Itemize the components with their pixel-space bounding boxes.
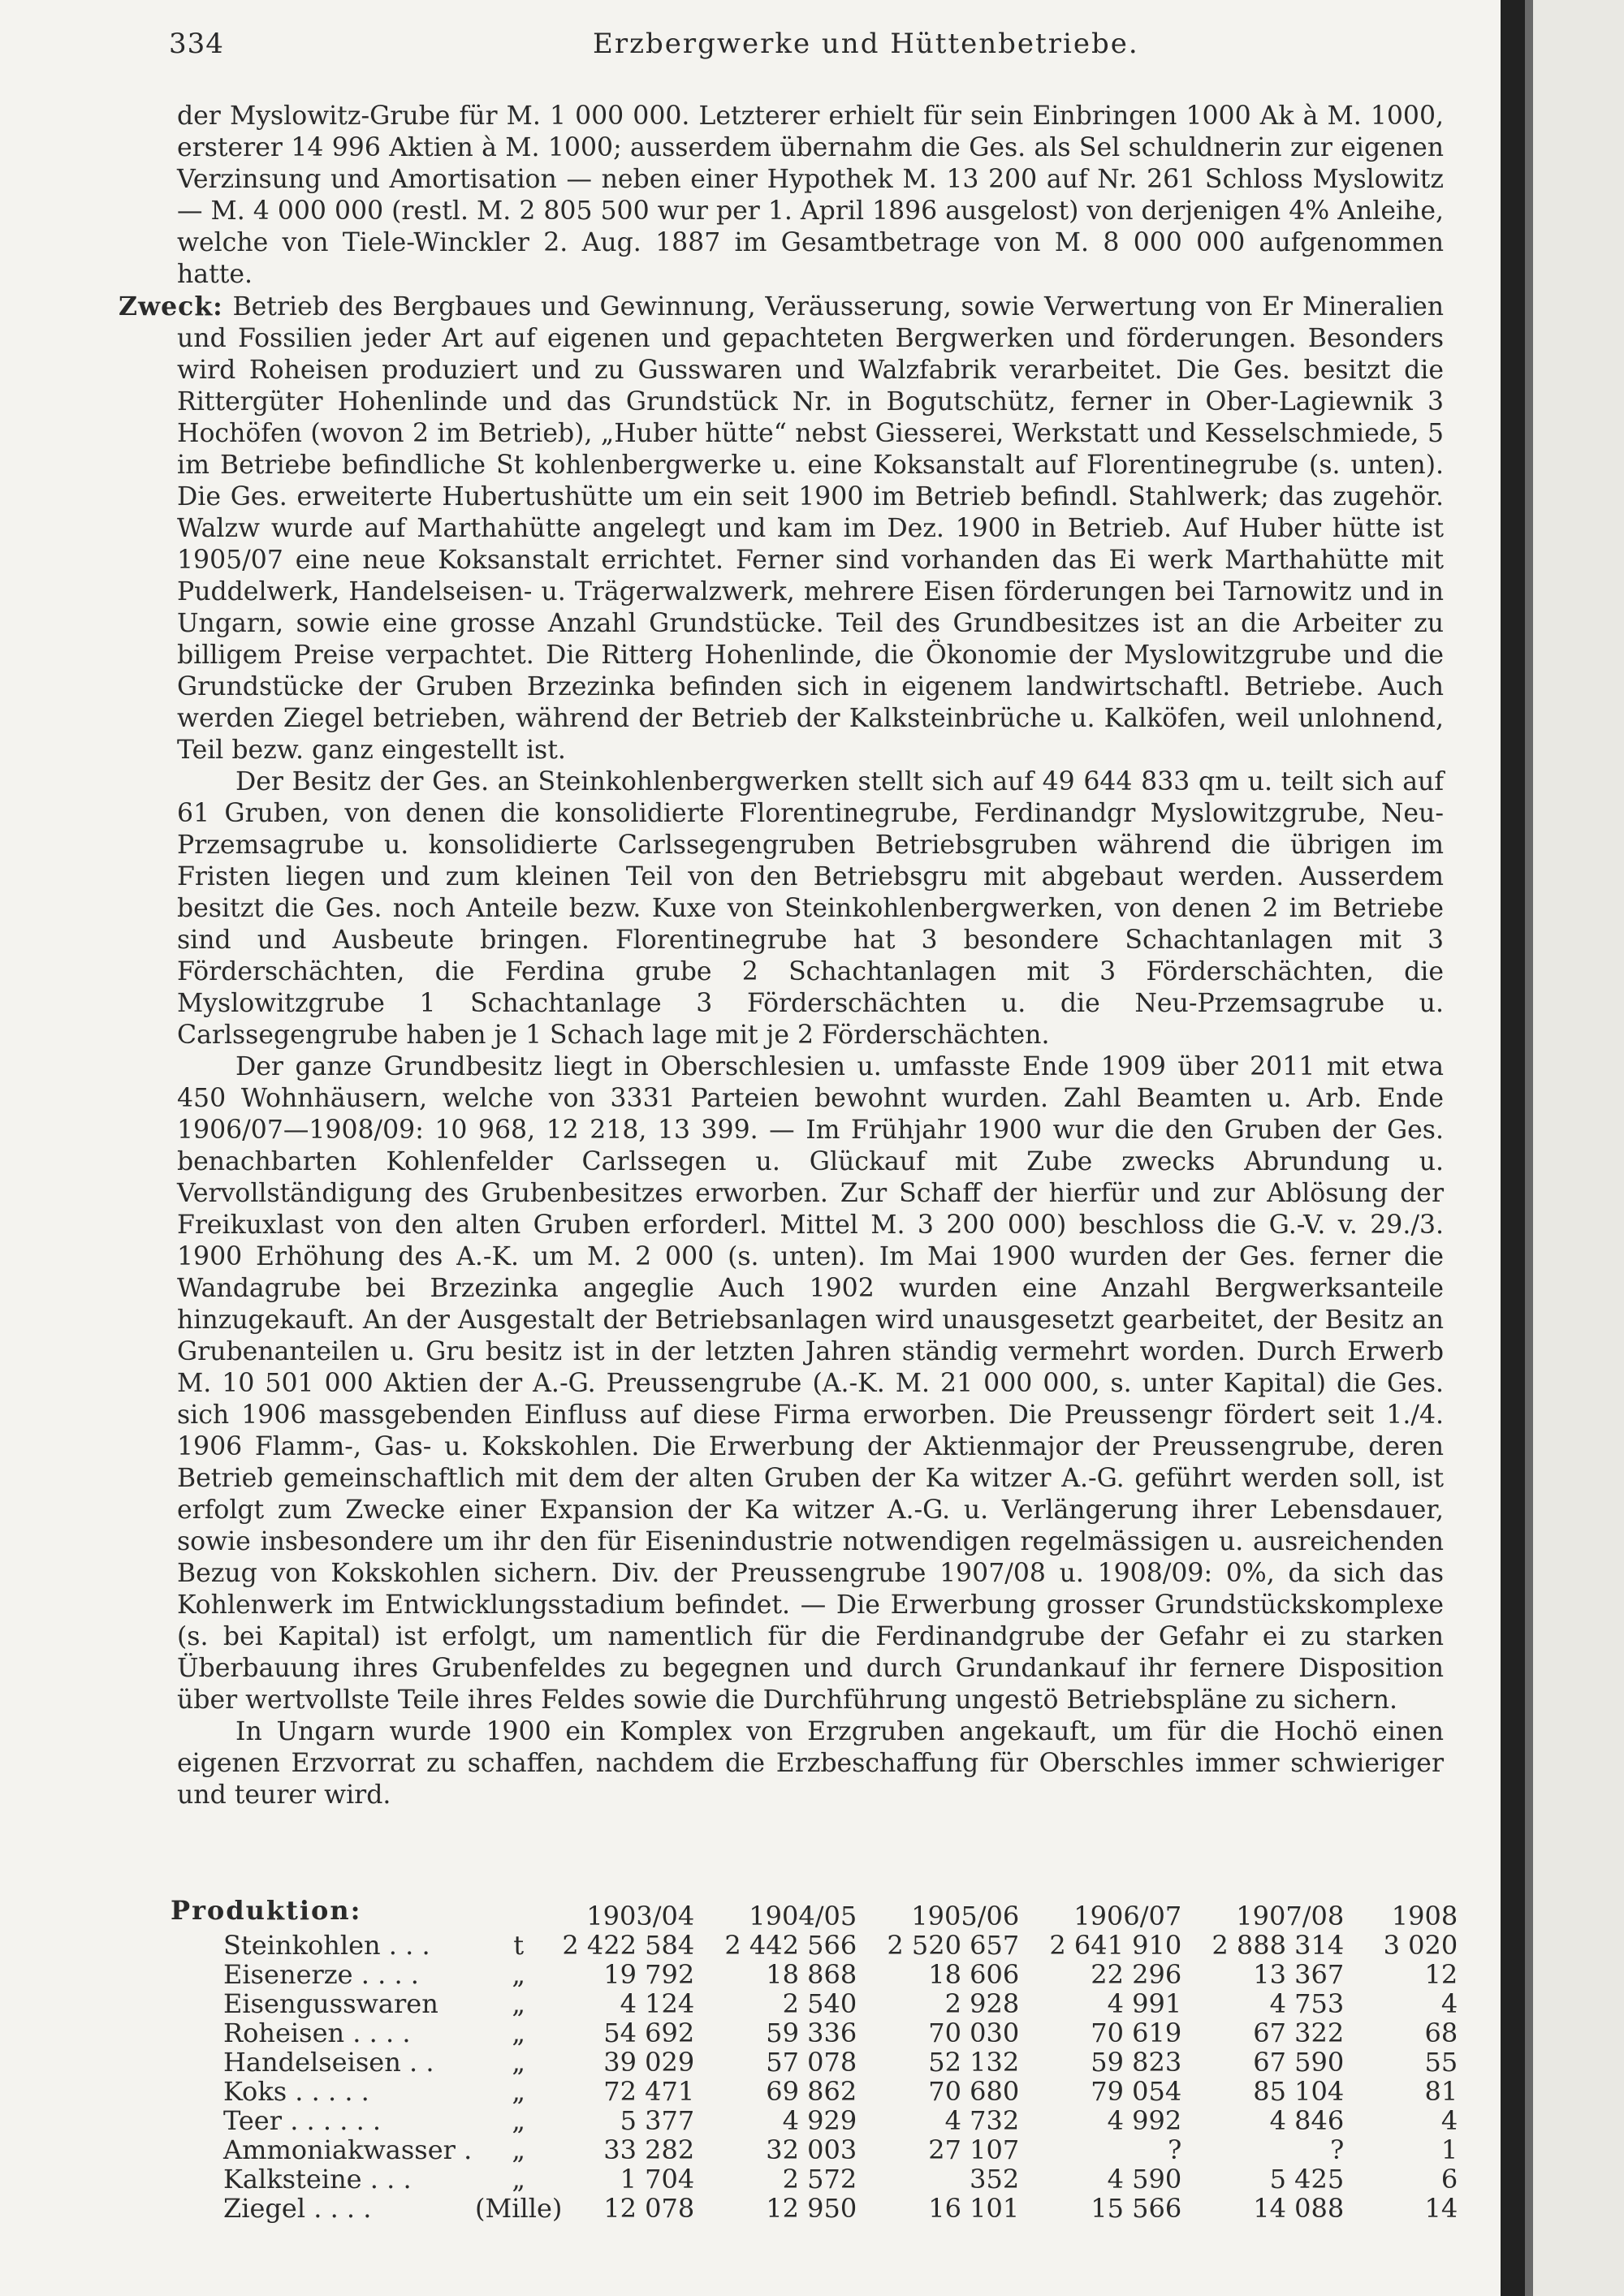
cell-value: 4 732 — [944, 2105, 1020, 2136]
row-unit: „ — [512, 1959, 525, 1990]
year-header: 1903/04 — [586, 1901, 695, 1931]
year-header-row — [223, 1901, 1458, 1931]
cell-value: 2 572 — [782, 2164, 857, 2195]
cell-value: 4 753 — [1269, 1988, 1345, 2019]
cell-value: 1 704 — [620, 2164, 695, 2195]
cell-value: 67 590 — [1253, 2047, 1345, 2078]
row-unit: „ — [512, 1988, 525, 2019]
table-row — [223, 1960, 1458, 1989]
cell-value: 352 — [970, 2164, 1020, 2195]
row-unit: t — [513, 1930, 525, 1961]
row-label: Ziegel . . . . — [223, 2193, 372, 2224]
cell-value: 2 928 — [944, 1988, 1020, 2019]
cell-value: 2 888 314 — [1212, 1930, 1345, 1961]
cell-value: 16 101 — [928, 2193, 1020, 2224]
cell-value: 70 619 — [1091, 2018, 1182, 2048]
cell-value: 67 322 — [1253, 2018, 1345, 2048]
cell-value: 4 992 — [1107, 2105, 1182, 2136]
row-label: Ammoniakwasser . — [223, 2134, 473, 2165]
row-unit: (Mille) — [475, 2193, 563, 2224]
body-text — [119, 101, 1444, 1811]
cell-value: 32 003 — [766, 2134, 857, 2165]
cell-value: 12 950 — [766, 2193, 857, 2224]
table-row — [223, 2135, 1458, 2164]
cell-value: 59 336 — [766, 2018, 857, 2048]
cell-value: 70 030 — [928, 2018, 1020, 2048]
table-row — [223, 2106, 1458, 2135]
row-label: Teer . . . . . . — [223, 2105, 382, 2136]
cell-value: 4 929 — [782, 2105, 857, 2136]
cell-value: 52 132 — [928, 2047, 1020, 2078]
table-row — [223, 1931, 1458, 1960]
row-label: Steinkohlen . . . — [223, 1930, 430, 1961]
cell-value: 4 — [1440, 1988, 1458, 2019]
paragraph-zweck — [119, 291, 1444, 766]
cell-value: 57 078 — [766, 2047, 857, 2078]
cell-value: 12 — [1424, 1959, 1458, 1990]
cell-value: 81 — [1424, 2076, 1458, 2107]
cell-value: 13 367 — [1253, 1959, 1345, 1990]
cell-value: 27 107 — [928, 2134, 1020, 2165]
page-number: 334 — [169, 28, 224, 60]
row-label: Roheisen . . . . — [223, 2018, 411, 2048]
paragraph-intro: der Myslowitz-Grube für M. 1 000 000. Letzterer erhielt für sein Einbringen 1000 Ak à M. 1000, ersterer 14 996 Aktien à M. 1000; ausserdem übernahm die Ges. als Sel schuldnerin zur eigenen Verzinsung und Amortisation — neben einer Hypothek M. 13 200 auf Nr. 261 Schloss Myslowitz — M. 4 000 000 (restl. M. 2 805 500 wur per 1. April 1896 ausgelost) von derjenigen 4% Anleihe, welche von Tiele-Winckler 2. Aug. 1887 im Gesamtbetrage von M. 8 000 000 aufgenommen hatte. — [177, 101, 1444, 289]
cell-value: 6 — [1440, 2164, 1458, 2195]
cell-value: 19 792 — [603, 1959, 695, 1990]
cell-value: 1 — [1440, 2134, 1458, 2165]
cell-value: 4 846 — [1269, 2105, 1345, 2136]
row-unit: „ — [512, 2105, 525, 2136]
cell-value: 14 — [1424, 2193, 1458, 2224]
row-unit: „ — [512, 2047, 525, 2078]
production-table — [223, 1901, 1458, 2223]
paragraph-besitz: Der Besitz der Ges. an Steinkohlenbergwerken stellt sich auf 49 644 833 qm u. teilt sich auf 61 Gruben, von denen die konsolidierte Florentinegrube, Ferdinandgr Myslowitzgrube, Neu-Przemsagrube u. konsolidierte Carlssegengruben Betriebsgruben während die übrigen im Fristen liegen und zum kleinen Teil von den Betriebsgru mit abgebaut werden. Ausserdem besitzt die Ges. noch Anteile bezw. Kuxe von Steinkohlenbergwerken, von denen 2 im Betriebe sind und Ausbeute bringen. Florentinegrube hat 3 besondere Schachtanlagen mit 3 Förderschächten, die Ferdina grube 2 Schachtanlagen mit 3 Förderschächten, die Myslowitzgrube 1 Schachtanlage 3 Förderschächten u. die Neu-Przemsagrube u. Carlssegengrube haben je 1 Schach lage mit je 2 Förderschächten. — [177, 767, 1444, 1050]
cell-value: 18 868 — [766, 1959, 857, 1990]
section-label-produktion: Produktion: — [171, 1895, 362, 1926]
row-label: Kalksteine . . . — [223, 2164, 412, 2195]
table-row — [223, 2048, 1458, 2077]
paragraph-ungarn: In Ungarn wurde 1900 ein Komplex von Erzgruben angekauft, um für die Hochö einen eigenen Erzvorrat zu schaffen, nachdem die Erzbeschaffung für Oberschles immer schwieriger und teurer wird. — [177, 1717, 1444, 1810]
cell-value: 2 422 584 — [562, 1930, 695, 1961]
cell-value: ? — [1168, 2134, 1182, 2165]
cell-value: 70 680 — [928, 2076, 1020, 2107]
cell-value: ? — [1330, 2134, 1345, 2165]
cell-value: 14 088 — [1253, 2193, 1345, 2224]
cell-value: 54 692 — [603, 2018, 695, 2048]
running-head: Erzbergwerke und Hüttenbetriebe. — [593, 28, 1139, 60]
cell-value: 2 442 566 — [724, 1930, 857, 1961]
binding-gutter — [1501, 0, 1525, 2296]
row-unit: „ — [512, 2134, 525, 2165]
cell-value: 4 991 — [1107, 1988, 1182, 2019]
adjacent-page-strip — [1533, 0, 1624, 2296]
cell-value: 3 020 — [1383, 1930, 1458, 1961]
cell-value: 22 296 — [1091, 1959, 1182, 1990]
cell-value: 2 641 910 — [1049, 1930, 1182, 1961]
header-spacer — [223, 1901, 475, 1931]
cell-value: 69 862 — [766, 2076, 857, 2107]
table-row — [223, 2164, 1458, 2194]
year-header: 1905/06 — [911, 1901, 1020, 1931]
cell-value: 2 540 — [782, 1988, 857, 2019]
year-header: 1906/07 — [1073, 1901, 1182, 1931]
cell-value: 55 — [1424, 2047, 1458, 2078]
cell-value: 79 054 — [1091, 2076, 1182, 2107]
cell-value: 39 029 — [603, 2047, 695, 2078]
zweck-text: Betrieb des Bergbaues und Gewinnung, Veräusserung, sowie Verwertung von Er Mineralien und Fossilien jeder Art auf eigenen und gepachteten Bergwerken und förderungen. Besonders wird Roheisen produziert und zu Gusswaren und Walzfabrik verarbeitet. Die Ges. besitzt die Rittergüter Hohenlinde und das Grundstück Nr. in Bogutschütz, ferner in Ober-Lagiewnik 3 Hochöfen (wovon 2 im Betrieb), „Huber hütte“ nebst Giesserei, Werkstatt und Kesselschmiede, 5 im Betriebe befindliche St kohlenbergwerke u. eine Koksanstalt auf Florentinegrube (s. unten). Die Ges. erweiterte Hubertushütte um ein seit 1900 im Betrieb befindl. Stahlwerk; das zugehör. Walzw wurde auf Marthahütte angelegt und kam im Dez. 1900 in Betrieb. Auf Huber hütte ist 1905/07 eine neue Koksanstalt errichtet. Ferner sind vorhanden das Ei werk Marthahütte mit Puddelwerk, Handelseisen- u. Trägerwalzwerk, mehrere Eisen förderungen bei Tarnowitz und in Ungarn, sowie eine grosse Anzahl Grundstücke. Teil des Grundbesitzes ist an die Arbeiter zu billigem Preise verpachtet. Die Ritterg Hohenlinde, die Ökonomie der Myslowitzgrube und die Grundstücke der Gruben Brzezinka befinden sich in eigenem landwirtschaftl. Betriebe. Auch werden Ziegel betrieben, während der Betrieb der Kalksteinbrüche u. Kalköfen, weil unlohnend, Teil bezw. ganz eingestellt ist. — [177, 292, 1444, 765]
year-header: 1907/08 — [1236, 1901, 1345, 1931]
year-header: 1908 — [1391, 1901, 1458, 1931]
row-label: Eisengusswaren — [223, 1988, 438, 2019]
cell-value: 59 823 — [1091, 2047, 1182, 2078]
table-row — [223, 2077, 1458, 2106]
row-label: Handelseisen . . — [223, 2047, 434, 2078]
row-unit: „ — [512, 2076, 525, 2107]
row-unit: „ — [512, 2018, 525, 2048]
cell-value: 18 606 — [928, 1959, 1020, 1990]
row-unit: „ — [512, 2164, 525, 2195]
paragraph-grundbesitz: Der ganze Grundbesitz liegt in Oberschlesien u. umfasste Ende 1909 über 2011 mit etwa 450 Wohnhäusern, welche von 3331 Parteien bewohnt wurden. Zahl Beamten u. Arb. Ende 1906/07—1908/09: 10 968, 12 218, 13 399. — Im Frühjahr 1900 wur die den Gruben der Ges. benachbarten Kohlenfelder Carlssegen u. Glückauf mit Zube zwecks Abrundung u. Vervollständigung des Grubenbesitzes erworben. Zur Schaff der hierfür und zur Ablösung der Freikuxlast von den alten Gruben erforderl. Mittel M. 3 200 000) beschloss die G.-V. v. 29./3. 1900 Erhöhung des A.-K. um M. 2 000 (s. unten). Im Mai 1900 wurden der Ges. ferner die Wandagrube bei Brzezinka angeglie Auch 1902 wurden eine Anzahl Bergwerksanteile hinzugekauft. An der Ausgestalt der Betriebsanlagen wird unausgesetzt gearbeitet, der Besitz an Grubenanteilen u. Gru besitz ist in der letzten Jahren ständig vermehrt worden. Durch Erwerb M. 10 501 000 Aktien der A.-G. Preussengrube (A.-K. M. 21 000 000, s. unter Kapital) die Ges. sich 1906 massgebenden Einfluss auf diese Firma erworben. Die Preussengr fördert seit 1./4. 1906 Flamm-, Gas- u. Kokskohlen. Die Erwerbung der Aktienmajor der Preussengrube, deren Betrieb gemeinschaftlich mit dem der alten Gruben der Ka witzer A.-G. geführt werden soll, ist erfolgt zum Zwecke einer Expansion der Ka witzer A.-G. u. Verlängerung ihrer Lebensdauer, sowie insbesondere um ihr den für Eisenindustrie notwendigen regelmässigen u. ausreichenden Bezug von Kokskohlen sichern. Div. der Preussengrube 1907/08 u. 1908/09: 0%, da sich das Kohlenwerk im Entwicklungsstadium befindet. — Die Erwerbung grosser Grundstückskomplexe (s. bei Kapital) ist erfolgt, um namentlich für die Ferdinandgrube der Gefahr ei zu starken Überbauung ihres Grubenfeldes zu begegnen und durch Grundankauf ihr fernere Disposition über wertvollste Teile ihres Feldes sowie die Durchführung ungestö Betriebspläne zu sichern. — [177, 1052, 1444, 1715]
cell-value: 15 566 — [1091, 2193, 1182, 2224]
section-label-zweck: Zweck: — [119, 291, 223, 322]
cell-value: 12 078 — [603, 2193, 695, 2224]
table-row — [223, 1989, 1458, 2018]
cell-value: 4 — [1440, 2105, 1458, 2136]
cell-value: 33 282 — [603, 2134, 695, 2165]
cell-value: 2 520 657 — [887, 1930, 1020, 1961]
row-label: Koks . . . . . — [223, 2076, 369, 2107]
cell-value: 72 471 — [603, 2076, 695, 2107]
table-row — [223, 2194, 1458, 2223]
cell-value: 5 425 — [1269, 2164, 1345, 2195]
row-label: Eisenerze . . . . — [223, 1959, 419, 1990]
cell-value: 68 — [1424, 2018, 1458, 2048]
table-row — [223, 2018, 1458, 2048]
cell-value: 4 590 — [1107, 2164, 1182, 2195]
year-header: 1904/05 — [749, 1901, 857, 1931]
cell-value: 85 104 — [1253, 2076, 1345, 2107]
cell-value: 4 124 — [620, 1988, 695, 2019]
header-spacer — [475, 1901, 562, 1931]
cell-value: 5 377 — [620, 2105, 695, 2136]
gutter-edge — [1525, 0, 1533, 2296]
